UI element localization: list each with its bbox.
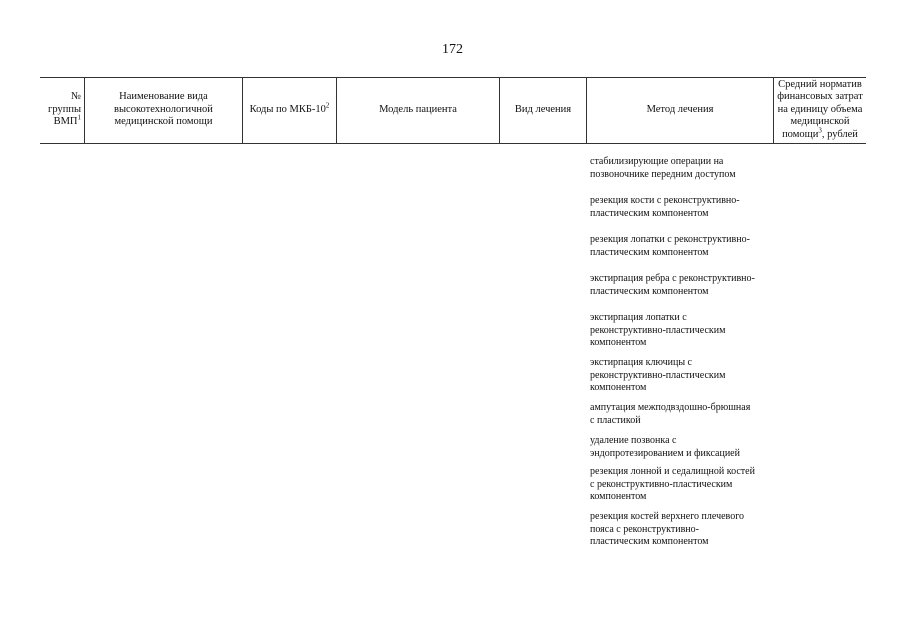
method-item: удаление позвонка с эндопротезированием и фиксацией xyxy=(590,435,740,459)
method-item: экстирпация ребра с реконструктивно- пластическим компонентом xyxy=(590,273,755,297)
table-header-bottom-border xyxy=(40,143,866,144)
method-item: стабилизирующие операции на позвоночнике передним доступом xyxy=(590,156,736,180)
header-group-number xyxy=(40,77,84,143)
method-item: резекция лопатки с реконструктивно- пластическим компонентом xyxy=(590,234,750,258)
method-item: экстирпация лопатки с реконструктивно-пластическим компонентом xyxy=(590,312,726,349)
footnote-2-marker: 2 xyxy=(325,101,330,110)
header-treatment-method: Метод лечения xyxy=(646,103,714,115)
header-average-cost xyxy=(774,77,866,143)
method-item: резекция кости с реконструктивно- пластическим компонентом xyxy=(590,195,740,219)
header-icd-codes xyxy=(243,77,336,143)
header-treatment-type: Вид лечения xyxy=(514,103,572,115)
method-item: резекция лонной и седалищной костей с реконструктивно-пластическим компонентом xyxy=(590,466,755,503)
header-icd-codes-text: Коды по МКБ-10 xyxy=(249,103,326,115)
method-item: резекция костей верхнего плечевого пояса с реконструктивно- пластическим компонентом xyxy=(590,511,745,548)
header-care-type-name: Наименование вида высокотехнологичной медицинской помощи xyxy=(114,91,213,128)
footnote-1-marker: 1 xyxy=(77,113,81,122)
page-number: 172 xyxy=(442,42,463,57)
method-item: экстирпация ключицы с реконструктивно-пластическим компонентом xyxy=(590,357,726,394)
footnote-3-marker: 3 xyxy=(818,126,822,135)
header-group-number-text: № группы ВМП xyxy=(48,91,81,128)
header-average-cost-text: Средний норматив финансовых затрат на единицу объема медицинской помощи xyxy=(777,78,863,140)
method-item: ампутация межподвздошно-брюшная с пластикой xyxy=(590,402,751,426)
header-patient-model: Модель пациента xyxy=(379,103,457,115)
header-average-cost-suffix: , рублей xyxy=(821,128,858,140)
